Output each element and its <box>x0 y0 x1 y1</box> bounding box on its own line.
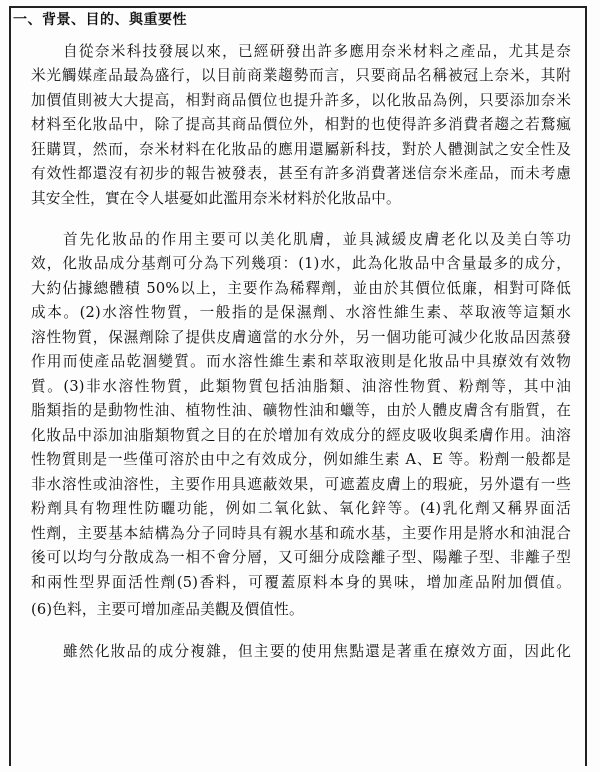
page-border <box>9 6 587 766</box>
text-line: (6)色料，主要可增加產品美觀及價值性。 <box>31 601 304 618</box>
text-line: 自從奈米科技發展以來，已經研發出許多應用奈米材料之產品，尤其是奈 <box>63 43 571 60</box>
text-line: 效，化妝品成分基劑可分為下列幾項：(1)水，此為化妝品中含量最多的成分， <box>31 255 571 272</box>
text-line: 加價值則被大大提高，相對商品價位也提升許多，以化妝品為例，只要添加奈米 <box>31 92 571 109</box>
text-line: 有效性都還沒有初步的報告被發表，甚至有許多消費著迷信奈米產品，而未考慮 <box>31 165 571 182</box>
text-line: 溶性物質，保濕劑除了提供皮膚適當的水分外，另一個功能可減少化妝品因蒸發 <box>31 329 571 346</box>
text-line: 大約佔據總體積 50%以上，主要作為稀釋劑，並由於其價位低廉，相對可降低 <box>31 280 571 297</box>
text-line: 其安全性，實在令人堪憂如此濫用奈米材料於化妝品中。 <box>31 190 401 207</box>
text-line: 雖然化妝品的成分複雜，但主要的使用焦點還是著重在療效方面，因此化 <box>63 643 571 660</box>
text-line: 粉劑具有物理性防曬功能，例如二氧化鈦、氧化鋅等。(4)乳化劑又稱界面活 <box>31 500 571 517</box>
text-line: 作用而使產品乾涸變質。而水溶性維生素和萃取液則是化妝品中具療效有效物 <box>31 353 571 370</box>
text-line: 化妝品中添加油脂類物質之目的在於增加有效成分的經皮吸收與柔膚作用。油溶 <box>31 427 571 444</box>
text-line: 和兩性型界面活性劑(5)香料，可覆蓋原料本身的異味，增加產品附加價值。 <box>31 574 571 591</box>
text-line: 後可以均勻分散成為一相不會分層，又可細分成陰離子型、陽離子型、非離子型 <box>31 549 571 566</box>
text-line: 米光觸媒產品最為盛行，以目前商業趨勢而言，只要商品名稱被冠上奈米，其附 <box>31 67 571 84</box>
section-heading: 一、背景、目的、與重要性 <box>13 12 187 28</box>
text-line: 成本。(2)水溶性物質，一般指的是保濕劑、水溶性維生素、萃取液等這類水 <box>31 304 571 321</box>
text-line: 性劑，主要基本結構為分子同時具有親水基和疏水基，主要作用是將水和油混合 <box>31 525 571 542</box>
text-line: 性物質則是一些僅可溶於由中之有效成分，例如維生素 A、E 等。粉劑一般都是 <box>31 451 571 468</box>
text-line: 質。(3)非水溶性物質，此類物質包括油脂類、油溶性物質、粉劑等，其中油 <box>31 378 571 395</box>
text-line: 脂類指的是動物性油、植物性油、礦物性油和蠟等，由於人體皮膚含有脂質，在 <box>31 402 571 419</box>
text-line: 狂購買，然而，奈米材料在化妝品的應用還屬新科技，對於人體測試之安全性及 <box>31 141 571 158</box>
text-line: 首先化妝品的作用主要可以美化肌膚，並具減緩皮膚老化以及美白等功 <box>63 231 571 248</box>
text-line: 非水溶性或油溶性，主要作用具遮蔽效果，可遮蓋皮膚上的瑕疵，另外還有一些 <box>31 476 571 493</box>
text-line: 材料至化妝品中，除了提高其商品價位外，相對的也使得許多消費者趨之若鶩瘋 <box>31 116 571 133</box>
